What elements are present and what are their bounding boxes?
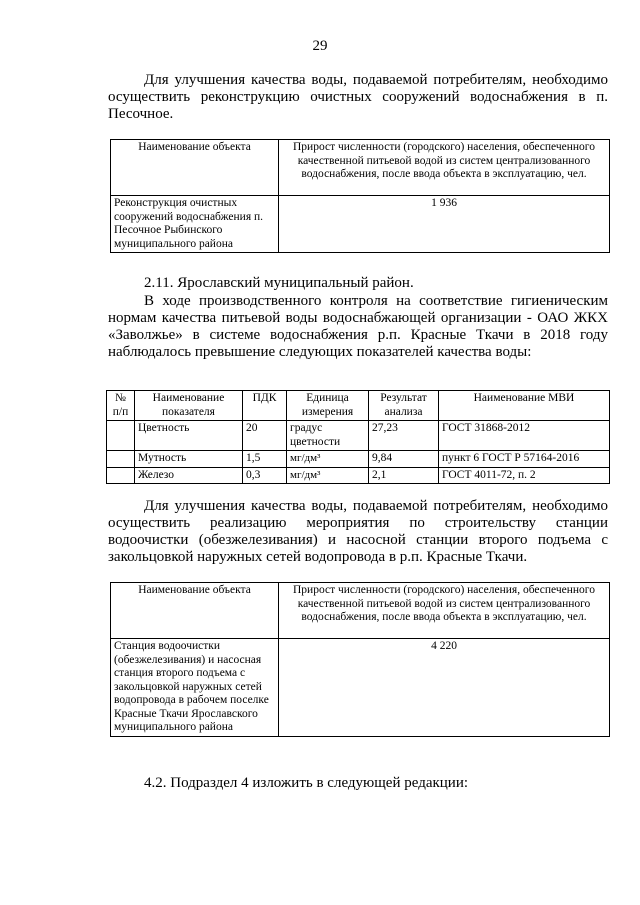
cell-num [107, 451, 135, 468]
population-growth-value: 1 936 [279, 196, 610, 253]
header-indicator: Наименование показателя [135, 391, 243, 421]
table-row [107, 467, 610, 484]
cell-pdk: 0,3 [243, 467, 287, 484]
header-pdk: ПДК [243, 391, 287, 421]
cell-num [107, 421, 135, 451]
cell-unit: градус цветности [287, 421, 369, 451]
paragraph-text: В ходе производственного контроля на соответствие гигиеническим нормам качества питьевой воды водоснабжающей организации - ОАО ЖКХ «Заволжье» в системе водоснабжения р.п. Красные Ткачи в 2018 году наблюдалось превышение следующих показателей качества воды: [108, 293, 608, 360]
cell-num [107, 467, 135, 484]
header-method: Наименование МВИ [439, 391, 610, 421]
paragraph-text: Для улучшения качества воды, подаваемой потребителям, необходимо осуществить реконструкцию очистных сооружений водоснабжения в п. Песочное. [108, 72, 608, 122]
cell-indicator: Железо [135, 467, 243, 484]
table-row [107, 451, 610, 468]
water-quality-table [106, 390, 610, 484]
table-header-row [107, 391, 610, 421]
paragraph-text: Для улучшения качества воды, подаваемой потребителям, необходимо осуществить реализацию мероприятия по строительству станции водоочистки (обезжелезивания) и насосной станции второго подъема с закольцовкой наружных сетей водопровода в р.п. Красные Ткачи. [108, 498, 608, 565]
section-heading-2-11: 2.11. Ярославский муниципальный район. [144, 275, 414, 291]
cell-method: пункт 6 ГОСТ Р 57164-2016 [439, 451, 610, 468]
cell-indicator: Цветность [135, 421, 243, 451]
header-num: № п/п [107, 391, 135, 421]
cell-pdk: 20 [243, 421, 287, 451]
cell-unit: мг/дм³ [287, 467, 369, 484]
cell-result: 27,23 [369, 421, 439, 451]
cell-pdk: 1,5 [243, 451, 287, 468]
paragraph-improvement-krasnye-tkachi [108, 498, 608, 566]
cell-method: ГОСТ 31868-2012 [439, 421, 610, 451]
header-population-growth: Прирост численности (городского) населения, обеспеченного качественной питьевой водой из систем централизованного водоснабжения, после ввода объекта в эксплуатацию, чел. [279, 583, 610, 639]
object-table-pesochnoe [110, 139, 610, 253]
header-result: Результат анализа [369, 391, 439, 421]
page-number: 29 [312, 38, 328, 54]
table-header-row [111, 583, 610, 639]
table-row [111, 196, 610, 253]
object-table-krasnye-tkachi [110, 582, 610, 737]
header-object: Наименование объекта [111, 140, 279, 196]
table-header-row [111, 140, 610, 196]
cell-method: ГОСТ 4011-72, п. 2 [439, 467, 610, 484]
cell-result: 9,84 [369, 451, 439, 468]
object-name: Реконструкция очистных сооружений водоснабжения п. Песочное Рыбинского муниципального района [111, 196, 279, 253]
cell-unit: мг/дм³ [287, 451, 369, 468]
table-row [111, 639, 610, 737]
cell-result: 2,1 [369, 467, 439, 484]
paragraph-production-control [108, 293, 608, 361]
paragraph-improvement-pesochnoe [108, 72, 608, 123]
table-row [107, 421, 610, 451]
header-object: Наименование объекта [111, 583, 279, 639]
header-population-growth: Прирост численности (городского) населения, обеспеченного качественной питьевой водой из систем централизованного водоснабжения, после ввода объекта в эксплуатацию, чел. [279, 140, 610, 196]
population-growth-value: 4 220 [279, 639, 610, 737]
object-name: Станция водоочистки (обезжелезивания) и насосная станция второго подъема с закольцовкой наружных сетей водопровода в рабочем поселке Красные Ткачи Ярославского муниципального района [111, 639, 279, 737]
paragraph-subsection-4: 4.2. Подраздел 4 изложить в следующей редакции: [144, 775, 469, 791]
header-unit: Единица измерения [287, 391, 369, 421]
cell-indicator: Мутность [135, 451, 243, 468]
